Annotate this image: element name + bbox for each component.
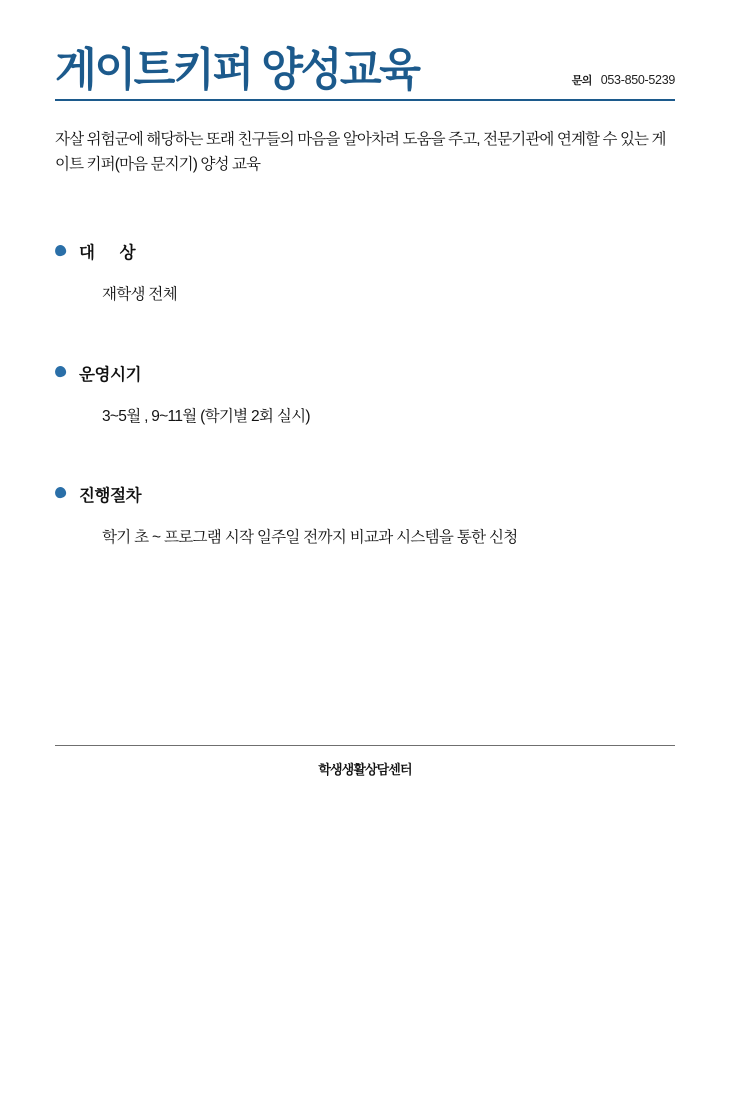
footer-divider [55, 745, 675, 746]
bullet-diamond-icon [54, 486, 67, 499]
contact-phone-number: 053-850-5239 [600, 73, 675, 88]
footer-organization: 학생생활상담센터 [318, 762, 412, 777]
document-header [55, 0, 675, 101]
section-body: 재학생 전체 [102, 286, 177, 304]
section-schedule [55, 361, 675, 428]
page-title: 게이트키퍼 양성교육 [55, 44, 419, 95]
section-body: 3~5월 , 9~11월 (학기별 2회 실시) [102, 407, 310, 425]
section-title: 진행절차 [79, 486, 142, 505]
section-body: 학기 초 ~ 프로그램 시작 일주일 전까지 비교과 시스템을 통한 신청 [102, 528, 518, 546]
contact-info [572, 72, 675, 93]
contact-label: 문의 [571, 75, 592, 88]
section-header [55, 239, 675, 263]
section-title: 대 상 [79, 244, 136, 263]
section-target [55, 239, 675, 306]
bullet-diamond-icon [54, 365, 67, 378]
section-header [55, 361, 675, 385]
bullet-diamond-icon [54, 244, 67, 257]
document-footer [55, 745, 675, 778]
intro-paragraph: 자살 위험군에 해당하는 또래 친구들의 마음을 알아차려 도움을 주고, 전문기관에 연계할 수 있는 게이트 키퍼(마음 문지기) 양성 교육 [55, 131, 666, 174]
section-procedure [55, 482, 675, 549]
section-list [55, 239, 675, 549]
section-header [55, 482, 675, 506]
section-title: 운영시기 [79, 365, 142, 384]
